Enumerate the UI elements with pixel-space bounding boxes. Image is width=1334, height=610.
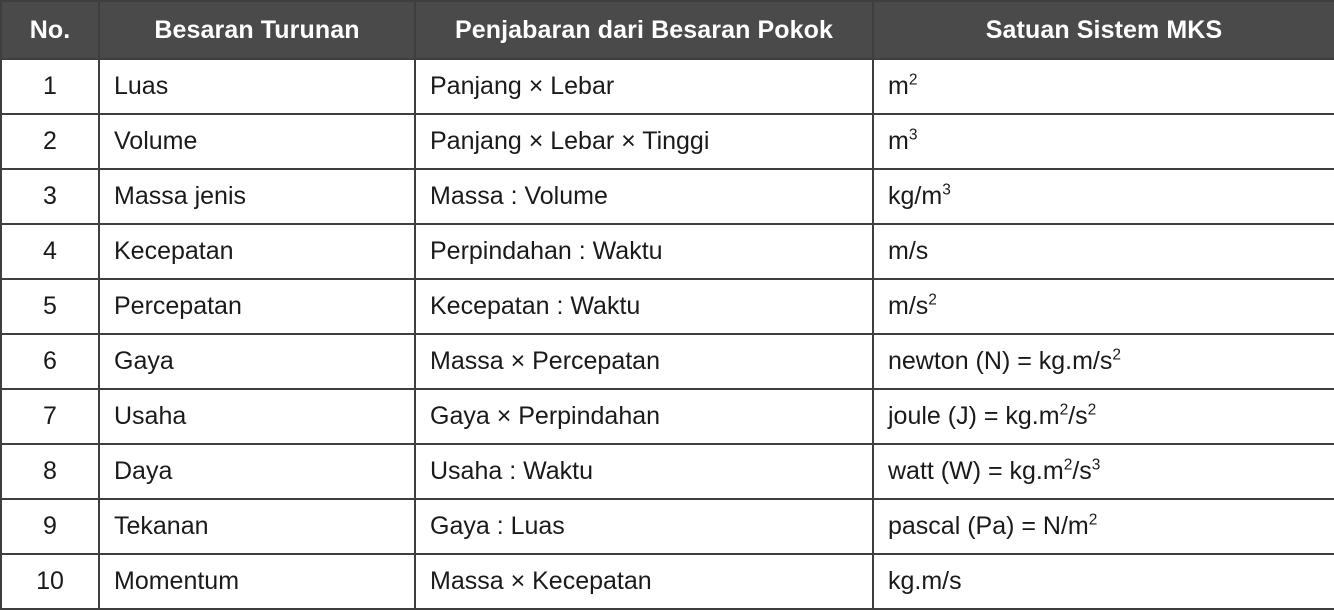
cell-derived-quantity: Massa jenis — [99, 169, 415, 224]
table-row — [1, 444, 1334, 499]
table-row — [1, 334, 1334, 389]
unit-base: newton (N) = kg.m/s — [888, 347, 1113, 375]
table-row — [1, 59, 1334, 114]
cell-derivation: Gaya × Perpindahan — [415, 389, 873, 444]
unit-middle: /s — [1068, 402, 1088, 430]
cell-derivation: Perpindahan : Waktu — [415, 224, 873, 279]
column-header-no: No. — [1, 1, 99, 59]
cell-derived-quantity: Percepatan — [99, 279, 415, 334]
cell-derivation: Kecepatan : Waktu — [415, 279, 873, 334]
table-row — [1, 169, 1334, 224]
cell-derived-quantity: Daya — [99, 444, 415, 499]
cell-derived-quantity: Tekanan — [99, 499, 415, 554]
table-row — [1, 279, 1334, 334]
unit-base: pascal (Pa) = N/m — [888, 512, 1089, 540]
column-header-mks-unit: Satuan Sistem MKS — [873, 1, 1334, 59]
cell-no: 6 — [1, 334, 99, 389]
unit-exponent: 2 — [1112, 346, 1122, 364]
table-row — [1, 554, 1334, 609]
cell-mks-unit — [873, 59, 1334, 114]
unit-base: m/s — [888, 292, 929, 320]
cell-mks-unit — [873, 169, 1334, 224]
cell-derivation: Massa × Kecepatan — [415, 554, 873, 609]
unit-base: kg.m/s — [888, 567, 962, 595]
table-body — [1, 59, 1334, 609]
unit-base: kg/m — [888, 182, 943, 210]
column-header-derived-quantity: Besaran Turunan — [99, 1, 415, 59]
cell-mks-unit — [873, 334, 1334, 389]
table-row — [1, 389, 1334, 444]
table-row — [1, 114, 1334, 169]
unit-base: watt (W) = kg.m — [888, 457, 1064, 485]
unit-exponent: 2 — [908, 71, 918, 89]
unit-exponent-2: 2 — [1087, 401, 1097, 419]
cell-mks-unit — [873, 444, 1334, 499]
cell-mks-unit — [873, 114, 1334, 169]
cell-no: 7 — [1, 389, 99, 444]
cell-no: 9 — [1, 499, 99, 554]
unit-exponent: 3 — [942, 181, 951, 199]
cell-derivation: Massa : Volume — [415, 169, 873, 224]
cell-mks-unit — [873, 224, 1334, 279]
table-header — [1, 1, 1334, 59]
column-header-derivation: Penjabaran dari Besaran Pokok — [415, 1, 873, 59]
unit-base: m — [888, 72, 909, 100]
table-header-row — [1, 1, 1334, 59]
cell-derivation: Usaha : Waktu — [415, 444, 873, 499]
cell-mks-unit — [873, 554, 1334, 609]
cell-derivation: Panjang × Lebar × Tinggi — [415, 114, 873, 169]
cell-derived-quantity: Gaya — [99, 334, 415, 389]
table-row — [1, 224, 1334, 279]
cell-no: 1 — [1, 59, 99, 114]
unit-exponent: 3 — [908, 126, 918, 144]
unit-exponent: 2 — [1063, 456, 1073, 474]
cell-no: 10 — [1, 554, 99, 609]
unit-exponent: 2 — [1059, 401, 1069, 419]
unit-base: m/s — [888, 237, 929, 265]
unit-base: joule (J) = kg.m — [888, 402, 1060, 430]
unit-middle: /s — [1072, 457, 1092, 485]
cell-derivation: Massa × Percepatan — [415, 334, 873, 389]
unit-exponent-2: 3 — [1091, 456, 1101, 474]
cell-derived-quantity: Volume — [99, 114, 415, 169]
cell-derived-quantity: Luas — [99, 59, 415, 114]
cell-derivation: Gaya : Luas — [415, 499, 873, 554]
cell-derivation: Panjang × Lebar — [415, 59, 873, 114]
cell-no: 4 — [1, 224, 99, 279]
cell-mks-unit — [873, 499, 1334, 554]
cell-derived-quantity: Momentum — [99, 554, 415, 609]
cell-no: 2 — [1, 114, 99, 169]
unit-exponent: 2 — [928, 291, 937, 309]
cell-derived-quantity: Kecepatan — [99, 224, 415, 279]
cell-mks-unit — [873, 279, 1334, 334]
unit-base: m — [888, 127, 909, 155]
cell-no: 5 — [1, 279, 99, 334]
cell-no: 3 — [1, 169, 99, 224]
cell-no: 8 — [1, 444, 99, 499]
unit-exponent: 2 — [1088, 511, 1098, 529]
cell-derived-quantity: Usaha — [99, 389, 415, 444]
cell-mks-unit — [873, 389, 1334, 444]
table-row — [1, 499, 1334, 554]
